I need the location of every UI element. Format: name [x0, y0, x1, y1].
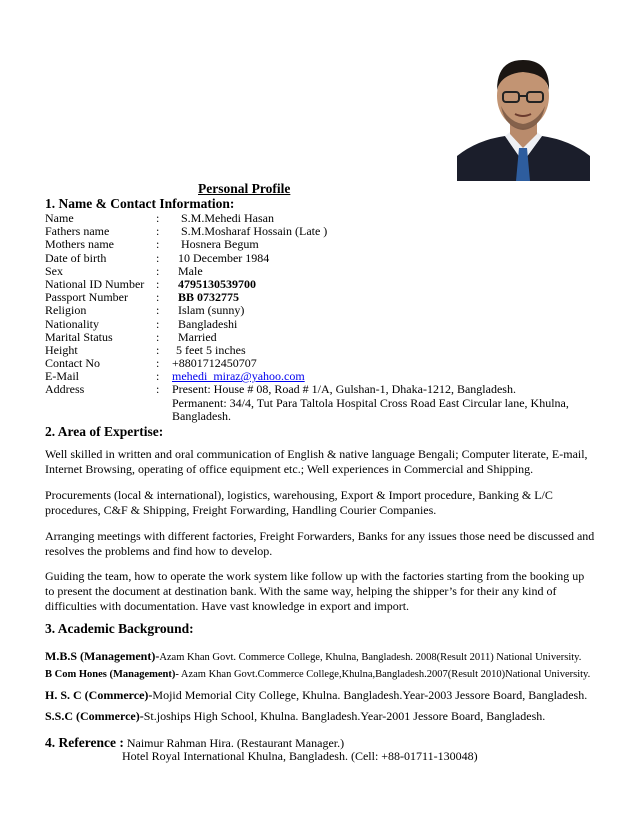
- degree: H. S. C (Commerce)-: [45, 688, 153, 702]
- colon: :: [156, 369, 160, 383]
- info-value: +8801712450707: [172, 356, 257, 370]
- section-heading-reference: 4. Reference :: [45, 735, 124, 750]
- section-heading-contact: 1. Name & Contact Information:: [45, 196, 235, 211]
- address-permanent-line-1: Permanent: 34/4, Tut Para Taltola Hospital Cross Road East Circular lane, Khulna,: [172, 396, 569, 410]
- info-label: Date of birth: [45, 251, 107, 265]
- reference-name: Naimur Rahman Hira. (Restaurant Manager.): [126, 736, 345, 750]
- colon: :: [156, 237, 160, 251]
- email-link[interactable]: mehedi_miraz@yahoo.com: [172, 369, 305, 383]
- info-label: Mothers name: [45, 237, 114, 251]
- academic-entry: [45, 688, 587, 703]
- info-value: S.M.Mehedi Hasan: [181, 211, 274, 225]
- academic-entry: [45, 669, 590, 680]
- info-value: 10 December 1984: [178, 251, 270, 265]
- address-permanent-line-2: Bangladesh.: [172, 409, 231, 423]
- info-label: Marital Status: [45, 330, 113, 344]
- info-value: Married: [178, 330, 217, 344]
- info-label: Nationality: [45, 317, 99, 331]
- info-label: Address: [45, 382, 85, 396]
- info-label: Height: [45, 343, 78, 357]
- expertise-paragraph: Procurements (local & international), logistics, warehousing, Export & Import procedure, Banking & L/C procedures, C&F & Shipping, Freight Forwarding, Handling Courier Companies.: [45, 488, 553, 517]
- expertise-paragraph: Arranging meetings with different factories, Freight Forwarders, Banks for any issues those need be discussed and resolves the problems and find how to develop.: [45, 529, 595, 558]
- degree: S.S.C (Commerce)-: [45, 709, 144, 723]
- info-value: Male: [178, 264, 203, 278]
- colon: :: [156, 264, 160, 278]
- info-label: Passport Number: [45, 290, 128, 304]
- colon: :: [156, 330, 160, 344]
- institution: Azam Khan Govt.Commerce College,Khulna,Bangladesh.2007(Result 2010)National University.: [178, 669, 591, 680]
- info-value: 5 feet 5 inches: [176, 343, 246, 357]
- expertise-paragraph: Guiding the team, how to operate the work system like follow up with the factories starting from the booking up to present the document at destination bank. With the same way, helping the shipper’s for their any kind of difficulties with documentation. Have vast knowledge in export and import.: [45, 569, 585, 613]
- colon: :: [156, 343, 160, 357]
- colon: :: [156, 251, 160, 265]
- academic-entry: [45, 649, 581, 664]
- reference-line-2: Hotel Royal International Khulna, Bangladesh. (Cell: +88-01711-130048): [122, 749, 478, 763]
- expertise-paragraph: Well skilled in written and oral communication of English & native language Bengali; Computer literate, E-mail, Internet Browsing, operating of office equipment etc.; Well experiences in Commercial and Shipping.: [45, 447, 588, 476]
- colon: :: [156, 224, 160, 238]
- info-value: BB 0732775: [178, 290, 240, 304]
- info-label: Religion: [45, 303, 87, 317]
- info-label: Sex: [45, 264, 63, 278]
- info-value: Present: House # 08, Road # 1/A, Gulshan-1, Dhaka-1212, Bangladesh.: [172, 382, 516, 396]
- section-heading-academic: 3. Academic Background:: [45, 621, 194, 636]
- info-label: Contact No: [45, 356, 100, 370]
- colon: :: [156, 317, 160, 331]
- colon: :: [156, 277, 160, 291]
- institution: Mojid Memorial City College, Khulna. Bangladesh.Year-2003 Jessore Board, Bangladesh.: [152, 688, 588, 702]
- colon: :: [156, 211, 160, 225]
- degree: B Com Hones (Management)-: [45, 669, 179, 680]
- section-heading-expertise: 2. Area of Expertise:: [45, 424, 164, 439]
- info-value: 4795130539700: [178, 277, 256, 291]
- info-label: E-Mail: [45, 369, 79, 383]
- academic-entry: [45, 709, 545, 724]
- colon: :: [156, 382, 160, 396]
- institution: St.joships High School, Khulna. Bangladesh.Year-2001 Jessore Board, Bangladesh.: [143, 709, 546, 723]
- info-label: Fathers name: [45, 224, 110, 238]
- info-value: S.M.Mosharaf Hossain (Late ): [181, 224, 328, 238]
- institution: Azam Khan Govt. Commerce College, Khulna, Bangladesh. 2008(Result 2011) National University.: [159, 652, 582, 663]
- info-label: National ID Number: [45, 277, 145, 291]
- info-label: Name: [45, 211, 74, 225]
- colon: :: [156, 356, 160, 370]
- page-title: Personal Profile: [198, 181, 291, 196]
- colon: :: [156, 303, 160, 317]
- profile-photo: [457, 44, 590, 181]
- colon: :: [156, 290, 160, 304]
- info-value: Islam (sunny): [178, 303, 245, 317]
- info-value: Hosnera Begum: [181, 237, 259, 251]
- degree: M.B.S (Management)-: [45, 649, 160, 663]
- info-value: Bangladeshi: [178, 317, 238, 331]
